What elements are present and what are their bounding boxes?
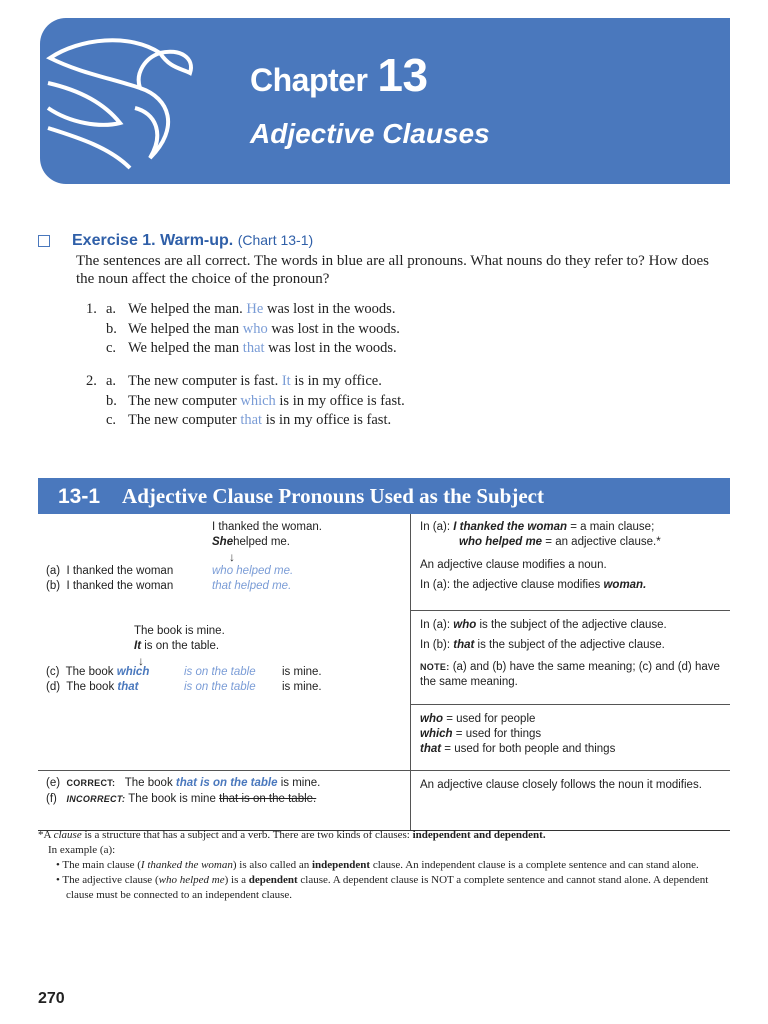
example-d-end: is mine. <box>282 681 322 693</box>
item-letter: a. <box>106 373 117 389</box>
that-definition: that = used for both people and things <box>420 743 616 755</box>
explanation-3: In (a): the adjective clause modifies woman. <box>420 579 647 591</box>
which-definition: which = used for things <box>420 728 542 740</box>
explanation-2: An adjective clause modifies a noun. <box>420 559 607 571</box>
exercise-heading <box>38 232 728 250</box>
page-number: 270 <box>38 990 65 1007</box>
explanation-note: NOTE: (a) and (b) have the same meaning; (c) and (d) have the same meaning. <box>420 661 720 688</box>
exercise-checkbox-icon <box>38 235 50 247</box>
exercise-instructions: The sentences are all correct. The words in blue are all pronouns. What nouns do they refer to? How does the noun affect the choice of the pronoun? <box>76 253 709 287</box>
footnote-intro: *A clause is a structure that has a subject and a verb. There are two kinds of clauses: independent and dependent. <box>38 829 546 841</box>
example-source-4: It is on the table. <box>134 640 220 652</box>
chapter-title: Adjective Clauses <box>250 118 490 149</box>
grammar-chart <box>38 478 730 830</box>
example-source-3: The book is mine. <box>134 625 225 637</box>
down-arrow-icon: ↓ <box>138 654 144 668</box>
bird-logo-icon <box>40 28 200 178</box>
sentence-text: We helped the man <box>128 340 240 356</box>
explanation-last: An adjective clause closely follows the noun it modifies. <box>420 779 702 791</box>
pronoun: who <box>242 320 268 337</box>
sentence-text: We helped the man. <box>128 301 243 317</box>
chapter-number: 13 <box>377 49 428 101</box>
item-number: 2. <box>86 373 97 389</box>
example-e: (e) CORRECT: The book that is on the table is mine. <box>46 777 321 789</box>
pronoun: It <box>281 373 291 389</box>
example-b-clause: that helped me. <box>212 580 292 592</box>
sentence-text: The new computer <box>128 412 237 428</box>
chart-title: Adjective Clause Pronouns Used as the Subject <box>122 484 544 508</box>
item-letter: a. <box>106 301 117 317</box>
example-a: (a) I thanked the woman <box>46 565 174 577</box>
sentence-text: is in my office is fast. <box>265 412 392 428</box>
item-letter: b. <box>106 392 117 409</box>
item-letter: b. <box>106 320 117 337</box>
pronoun: that <box>242 340 265 356</box>
example-d-clause: is on the table <box>184 681 256 693</box>
exercise-title: Exercise 1. Warm-up. <box>72 232 234 249</box>
row-divider <box>410 610 730 611</box>
item-number: 1. <box>86 301 97 317</box>
pronoun: that <box>240 412 263 428</box>
exercise-item-1 <box>86 300 400 359</box>
footnote <box>38 828 728 903</box>
sentence-text: was lost in the woods. <box>266 301 396 317</box>
column-divider <box>410 514 411 830</box>
chart-header <box>38 478 730 514</box>
example-source-2: Shehelped me. <box>212 536 290 548</box>
exercise-item-2 <box>86 372 405 431</box>
chapter-banner <box>40 18 730 184</box>
sentence-text: is in my office. <box>294 373 382 389</box>
chapter-word: Chapter <box>250 62 368 98</box>
example-a-clause: who helped me. <box>212 565 294 577</box>
item-letter: c. <box>106 412 117 428</box>
down-arrow-icon: ↓ <box>229 550 235 564</box>
example-source-1: I thanked the woman. <box>212 521 322 533</box>
row-divider <box>410 704 730 705</box>
sentence-text: is in my office is fast. <box>279 392 405 409</box>
example-f: (f) INCORRECT: The book is mine that is on the table. <box>46 793 317 805</box>
sentence-text: We helped the man <box>128 320 240 337</box>
pronoun: which <box>240 392 276 409</box>
explanation-1b: who helped me = an adjective clause.* <box>459 536 661 548</box>
row-divider <box>38 770 730 771</box>
explanation-5: In (b): that is the subject of the adjective clause. <box>420 639 665 651</box>
footnote-bullet-1: • The main clause (I thanked the woman) is also called an independent clause. An independent clause is a complete sentence and can stand alone. <box>56 859 699 871</box>
explanation-4: In (a): who is the subject of the adjective clause. <box>420 619 667 631</box>
chapter-heading <box>250 48 428 102</box>
item-letter: c. <box>106 340 117 356</box>
explanation-1: In (a): I thanked the woman = a main clause; <box>420 521 655 533</box>
example-c-end: is mine. <box>282 666 322 678</box>
exercise-chart-ref: (Chart 13-1) <box>237 232 314 248</box>
sentence-text: The new computer is fast. <box>128 373 279 389</box>
sentence-text: The new computer <box>128 392 237 409</box>
chart-number: 13-1 <box>58 485 101 508</box>
example-c-clause: is on the table <box>184 666 256 678</box>
footnote-bullet-2: • The adjective clause (who helped me) is a dependent clause. A dependent clause is NOT a complete sentence and cannot stand alone. A dependent clause must be connected to an independent clause. <box>56 874 709 901</box>
who-definition: who = used for people <box>420 713 536 725</box>
chart-body <box>38 514 730 831</box>
sentence-text: was lost in the woods. <box>268 340 397 356</box>
example-b: (b) I thanked the woman <box>46 580 174 592</box>
sentence-text: was lost in the woods. <box>271 320 400 337</box>
example-c: (c) The book which <box>46 666 150 678</box>
footnote-example: In example (a): <box>48 844 116 856</box>
example-d: (d) The book that <box>46 681 139 693</box>
pronoun: He <box>246 301 264 317</box>
